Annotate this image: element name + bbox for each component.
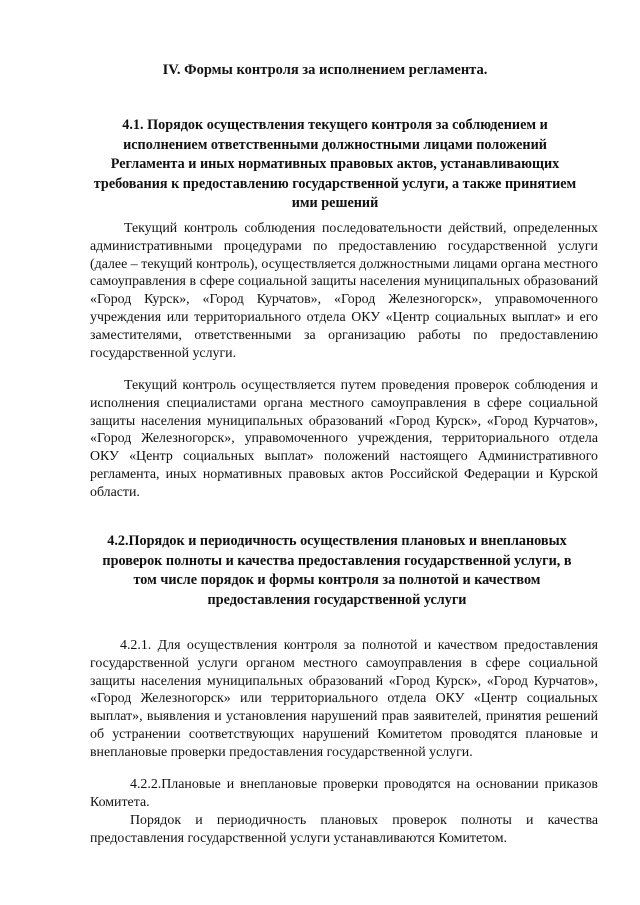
paragraph: Текущий контроль осуществляется путем проведения проверок соблюдения и исполнения специалистами органа местного самоуправления в сфере социальной защиты населения муниципальных образований «Город Курск», «Город Курчатов», «Город Железногорск», управомоченного учреждения, территориального отдела ОКУ «Центр социальных выплат» положений настоящего Административного регламента, иных нормативных правовых актов Российской Федерации и Курской области.	[90, 378, 598, 500]
section-4-2-heading: 4.2.Порядок и периодичность осуществления плановых и внеплановых проверок полноты и качества предоставления государственной услуги, в том числе порядок и формы контроля за полнотой и качеством предоставления государственной услуги	[102, 533, 572, 608]
paragraph: 4.2.1. Для осуществления контроля за полнотой и качеством предоставления государственной услуги органом местного самоуправления в сфере социальной защиты населения муниципальных образований «Город Курск», «Город Курчатов», «Город Железногорск» или территориального отдела ОКУ «Центр социальных выплат», выявления и установления нарушений прав заявителей, принятия решений об устранении соответствующих нарушений Комитетом проводятся плановые и внеплановые проверки предоставления государственной услуги.	[90, 638, 598, 760]
paragraph: Текущий контроль соблюдения последовательности действий, определенных административными процедурами по предоставлению государственной услуги (далее – текущий контроль), осуществляется должностными лицами органа местного самоуправления в сфере социальной защиты населения муниципальных образований «Город Курск», «Город Курчатов», «Город Железногорск», управомоченного учреждения или территориального отдела ОКУ «Центр социальных выплат» и его заместителями, ответственными за организацию работы по предоставлению государственной услуги.	[90, 221, 598, 361]
paragraph: Порядок и периодичность плановых проверок полноты и качества предоставления государственной услуги устанавливаются Комитетом.	[90, 813, 598, 846]
paragraph: 4.2.2.Плановые и внеплановые проверки проводятся на основании приказов Комитета.	[90, 777, 598, 810]
section-4-1-heading: 4.1. Порядок осуществления текущего контроля за соблюдением и исполнением ответственными должностными лицами положений Регламента и иных нормативных правовых актов, устанавливающих требования к предоставлению государственной услуги, а также принятием ими решений	[93, 117, 577, 211]
section-title: IV. Формы контроля за исполнением регламента.	[162, 62, 488, 78]
